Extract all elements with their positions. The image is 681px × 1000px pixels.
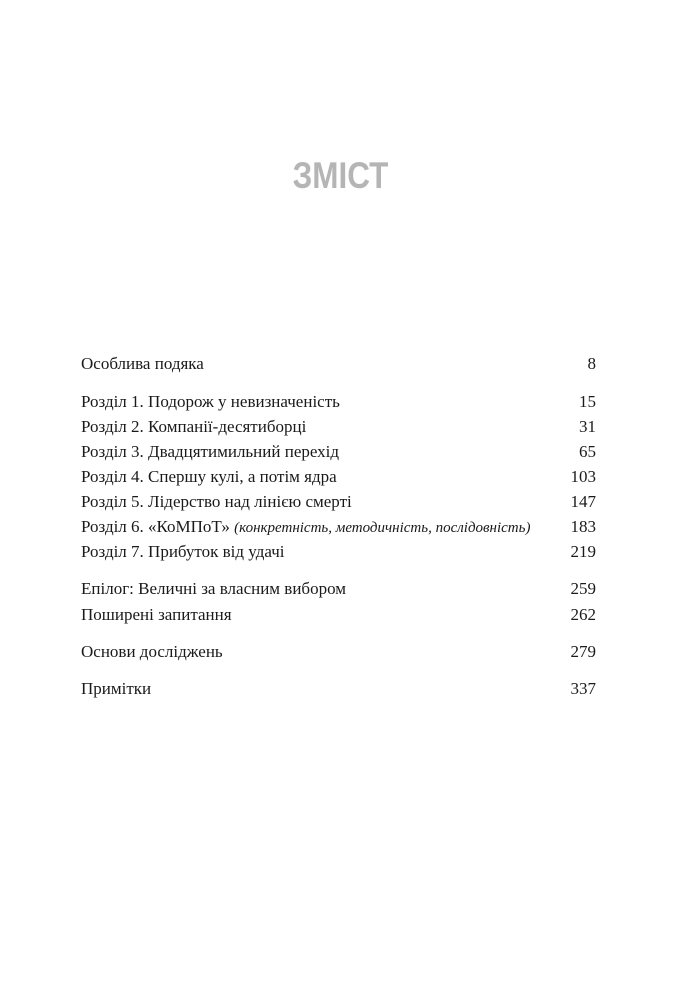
toc-entry[interactable] [81, 515, 596, 539]
toc-entry[interactable] [81, 440, 596, 464]
toc-entry[interactable] [81, 415, 596, 439]
toc-entry-label: Примітки [81, 679, 152, 698]
toc-entry[interactable] [81, 465, 596, 489]
toc-entry-page: 65 [579, 442, 596, 461]
toc-entry-page: 15 [579, 392, 596, 411]
toc-entry-label: Епілог: Величні за власним вибором [81, 579, 347, 598]
toc-entry[interactable] [81, 577, 596, 601]
toc-entry-sublabel: (конкретність, методичність, послідовність) [234, 520, 531, 536]
toc-entry-page: 8 [587, 354, 596, 373]
toc-entry[interactable] [81, 640, 596, 664]
toc-entry[interactable] [81, 390, 596, 414]
toc-entry[interactable] [81, 677, 596, 701]
toc-entry-label: Розділ 6. «КоМПоТ» [81, 517, 230, 536]
toc-entry-label: Розділ 1. Подорож у невизначеність [81, 392, 340, 411]
toc-entry-label: Основи досліджень [81, 642, 223, 661]
toc-entry-label: Розділ 7. Прибуток від удачі [81, 542, 285, 561]
toc-entry-label: Розділ 5. Лідерство над лінією смерті [81, 492, 352, 511]
toc-entry-page: 337 [570, 679, 596, 698]
toc-entry-page: 219 [570, 542, 596, 561]
toc-entry-label: Розділ 2. Компанії-десятиборці [81, 417, 307, 436]
toc-entry-page: 262 [570, 605, 596, 624]
toc-entry-page: 183 [570, 517, 596, 536]
toc-entry-page: 279 [570, 642, 596, 661]
toc-entry-page: 31 [579, 417, 596, 436]
toc-entry[interactable] [81, 352, 596, 376]
toc-entry-page: 147 [570, 492, 596, 511]
toc-entry[interactable] [81, 490, 596, 514]
toc-entry[interactable] [81, 540, 596, 564]
page-title: ЗМІСТ [292, 155, 389, 196]
toc-entry-label: Поширені запитання [81, 605, 232, 624]
toc-entry-label: Розділ 3. Двадцятимильний перехід [81, 442, 340, 461]
toc-entry-page: 103 [570, 467, 596, 486]
toc-entry-label: Особлива подяка [81, 354, 204, 373]
toc-entry-label: Розділ 4. Спершу кулі, а потім ядра [81, 467, 337, 486]
toc-entry-page: 259 [570, 579, 596, 598]
toc-entry[interactable] [81, 603, 596, 627]
